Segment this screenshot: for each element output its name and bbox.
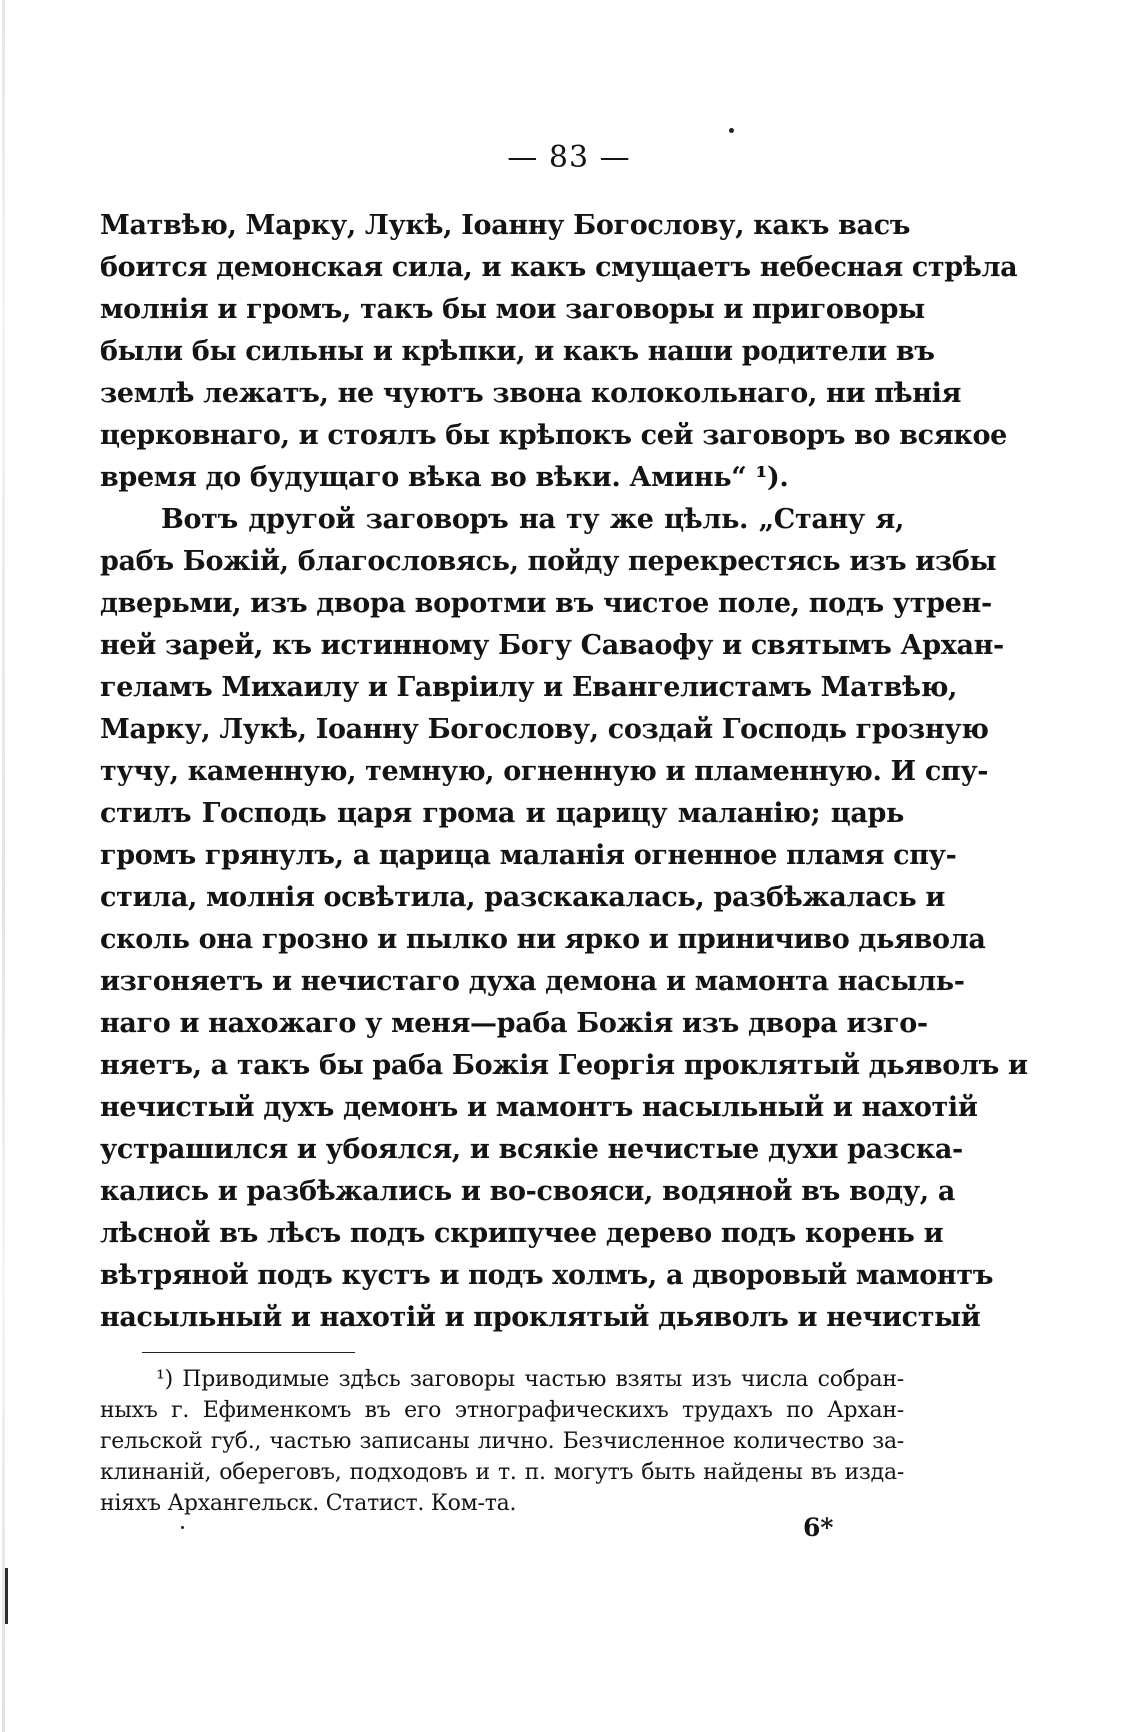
text-line: рабъ Божій, благословясь, пойду перекрестясь изъ избы (100, 546, 997, 577)
text-line: время до будущаго вѣка во вѣки. Аминь“ ¹). (100, 462, 789, 493)
footnote-divider (142, 1352, 355, 1353)
text-line: Матвѣю, Марку, Лукѣ, Іоанну Богослову, какъ васъ (100, 210, 911, 241)
page-number: — 83 — (507, 140, 631, 175)
text-line: землѣ лежатъ, не чуютъ звона колокольнаго, ни пѣнія (100, 378, 962, 409)
print-speck (729, 128, 734, 133)
text-line: были бы сильны и крѣпки, и какъ наши родители въ (100, 336, 935, 367)
scan-left-edge (2, 0, 5, 1732)
text-line: Марку, Лукѣ, Іоанну Богослову, создай Господь грозную (100, 714, 989, 745)
footnote-line: ¹) Приводимые здѣсь заговоры частью взяты изъ числа собран- (156, 1367, 904, 1392)
text-line: молнія и громъ, такъ бы мои заговоры и приговоры (100, 294, 925, 325)
footnote-block (100, 1364, 904, 1519)
scan-margin-mark (5, 1568, 8, 1624)
text-line: громъ грянулъ, а царица маланія огненное пламя спу- (100, 840, 957, 871)
text-line: устрашился и убоялся, и всякіе нечистые духи разска- (100, 1134, 963, 1165)
text-line: лѣсной въ лѣсъ подъ скрипучее дерево подъ корень и (100, 1218, 944, 1249)
text-line: Вотъ другой заговоръ на ту же цѣль. „Стану я, (161, 504, 904, 535)
footnote-line: гельской губ., частью записаны лично. Безчисленное количество за- (100, 1429, 904, 1454)
text-line: насыльный и нахотій и проклятый дьяволъ и нечистый (100, 1302, 981, 1333)
text-line: наго и нахожаго у меня—раба Божія изъ двора изго- (100, 1008, 928, 1039)
main-text-block (100, 205, 1028, 1339)
print-speck (181, 1526, 184, 1529)
text-line: ней зарей, къ истинному Богу Саваофу и святымъ Архан- (100, 630, 1004, 661)
footnote-line: ніяхъ Архангельск. Статист. Ком-та. (100, 1491, 517, 1516)
text-line: дверьми, изъ двора воротми въ чистое поле, подъ утрен- (100, 588, 992, 619)
text-line: нечистый духъ демонъ и мамонтъ насыльный и нахотій (100, 1092, 978, 1123)
text-line: сколь она грозно и пылко ни ярко и приничиво дьявола (100, 924, 986, 955)
text-line: церковнаго, и стоялъ бы крѣпокъ сей заговоръ во всякое (100, 420, 1007, 451)
text-line: геламъ Михаилу и Гавріилу и Евангелистамъ Матвѣю, (100, 672, 958, 703)
footnote-line: клинаній, обереговъ, подходовъ и т. п. могутъ быть найдены въ изда- (100, 1460, 904, 1485)
text-line: няетъ, а такъ бы раба Божія Георгія проклятый дьяволъ и (100, 1050, 1028, 1081)
text-line: боится демонская сила, и какъ смущаетъ небесная стрѣла (100, 252, 1018, 283)
text-line: вѣтряной подъ кустъ и подъ холмъ, а дворовый мамонтъ (100, 1260, 994, 1291)
text-line: тучу, каменную, темную, огненную и пламенную. И спу- (100, 756, 989, 787)
signature-mark: 6* (803, 1513, 834, 1542)
text-line: кались и разбѣжались и во-свояси, водяной въ воду, а (100, 1176, 955, 1207)
footnote-line: ныхъ г. Ефименкомъ въ его этнографическихъ трудахъ по Архан- (100, 1398, 904, 1423)
text-line: изгоняетъ и нечистаго духа демона и мамонта насыль- (100, 966, 965, 997)
text-line: стила, молнія освѣтила, разскакалась, разбѣжалась и (100, 882, 946, 913)
text-line: стилъ Господь царя грома и царицу маланію; царь (100, 798, 904, 829)
